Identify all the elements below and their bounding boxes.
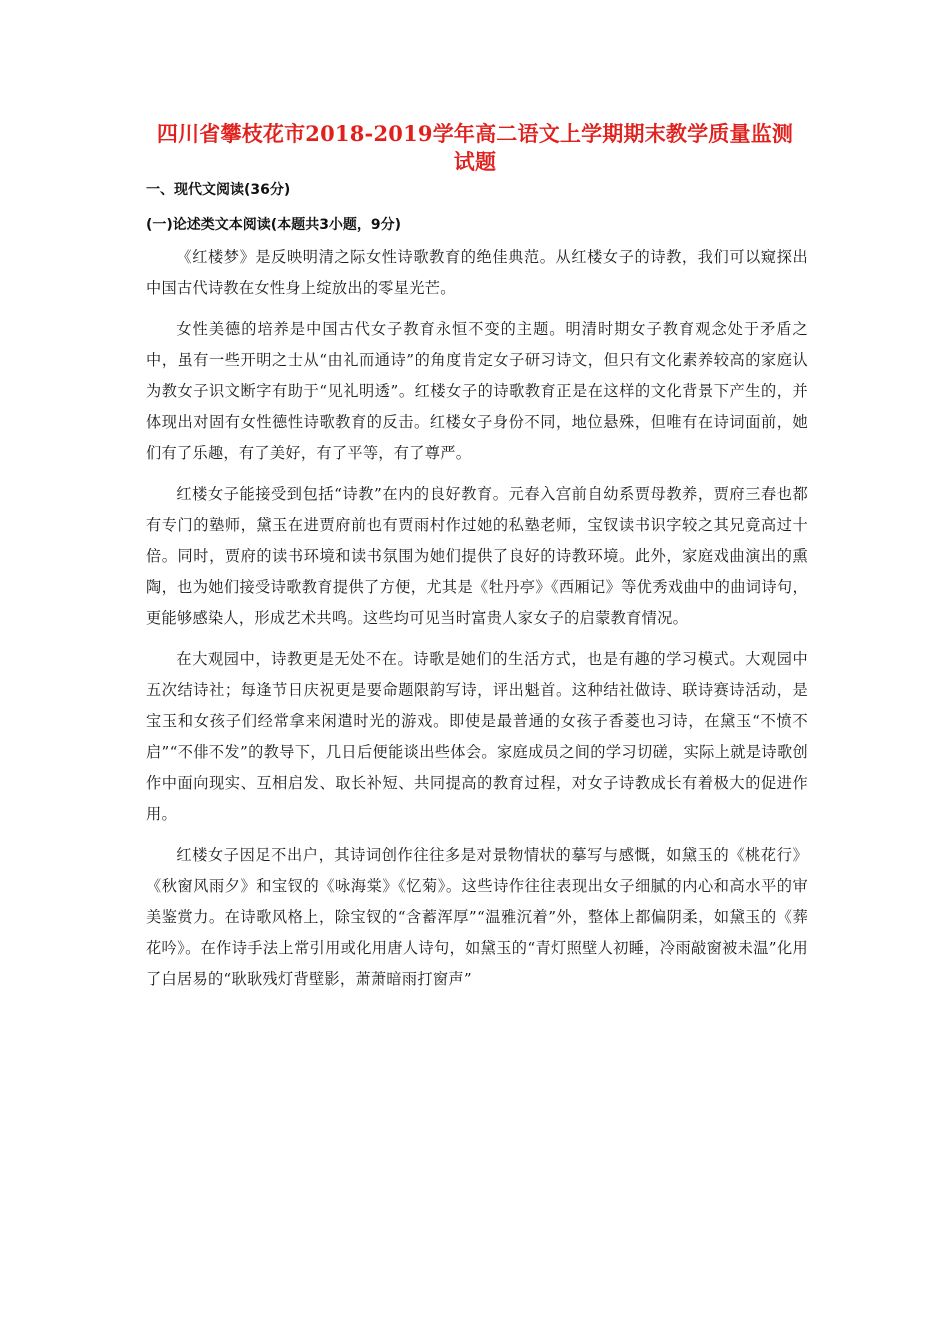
title-line-1: 四川省攀枝花市2018-2019学年高二语文上学期期末教学质量监测 bbox=[156, 121, 794, 146]
section-heading: 一、现代文阅读(36分) bbox=[146, 182, 291, 198]
paragraph: 女性美德的培养是中国古代女子教育永恒不变的主题。明清时期女子教育观念处于矛盾之中，虽有一些开明之士从“由礼而通诗”的角度肯定女子研习诗文，但只有文化素养较高的家庭认为教女子识文断字有助于“见礼明透”。红楼女子的诗歌教育正是在这样的文化背景下产生的，并体现出对固有女性德性诗歌教育的反击。红楼女子身份不同，地位悬殊，但唯有在诗词面前，她们有了乐趣，有了美好，有了平等，有了尊严。 bbox=[146, 320, 808, 462]
article-body bbox=[146, 242, 808, 995]
paragraph: 红楼女子因足不出户，其诗词创作往往多是对景物情状的摹写与感慨，如黛玉的《桃花行》《秋窗风雨夕》和宝钗的《咏海棠》《忆菊》。这些诗作往往表现出女子细腻的内心和高水平的审美鉴赏力。在诗歌风格上，除宝钗的“含蓄浑厚”“温雅沉着”外，整体上都偏阴柔，如黛玉的《葬花吟》。在作诗手法上常引用或化用唐人诗句，如黛玉的“青灯照壁人初睡，冷雨敲窗被未温”化用了白居易的“耿耿残灯背壁影，萧萧暗雨打窗声” bbox=[146, 846, 808, 988]
paragraph: 在大观园中，诗教更是无处不在。诗歌是她们的生活方式，也是有趣的学习模式。大观园中五次结诗社；每逢节日庆祝更是要命题限韵写诗，评出魁首。这种结社做诗、联诗赛诗活动，是宝玉和女孩子们经常拿来闲遣时光的游戏。即使是最普通的女孩子香菱也习诗，在黛玉“不愤不启”“不俳不发”的教导下，几日后便能谈出些体会。家庭成员之间的学习切磋，实际上就是诗歌创作中面向现实、互相启发、取长补短、共同提高的教育过程，对女子诗教成长有着极大的促进作用。 bbox=[146, 650, 808, 823]
paragraph: 红楼女子能接受到包括“诗教”在内的良好教育。元春入宫前自幼系贾母教养，贾府三春也都有专门的塾师，黛玉在进贾府前也有贾雨村作过她的私塾老师，宝钗读书识字较之其兄竟高过十倍。同时，贾府的读书环境和读书氛围为她们提供了良好的诗教环境。此外，家庭戏曲演出的熏陶，也为她们接受诗歌教育提供了方便，尤其是《牡丹亭》《西厢记》等优秀戏曲中的曲词诗句，更能够感染人，形成艺术共鸣。这些均可见当时富贵人家女子的启蒙教育情况。 bbox=[146, 485, 808, 627]
document-title bbox=[140, 120, 810, 176]
title-line-2: 试题 bbox=[453, 149, 497, 174]
paragraph: 《红楼梦》是反映明清之际女性诗歌教育的绝佳典范。从红楼女子的诗教，我们可以窥探出中国古代诗教在女性身上绽放出的零星光芒。 bbox=[146, 248, 808, 297]
subsection-heading: (一)论述类文本阅读(本题共3小题，9分) bbox=[146, 217, 402, 233]
